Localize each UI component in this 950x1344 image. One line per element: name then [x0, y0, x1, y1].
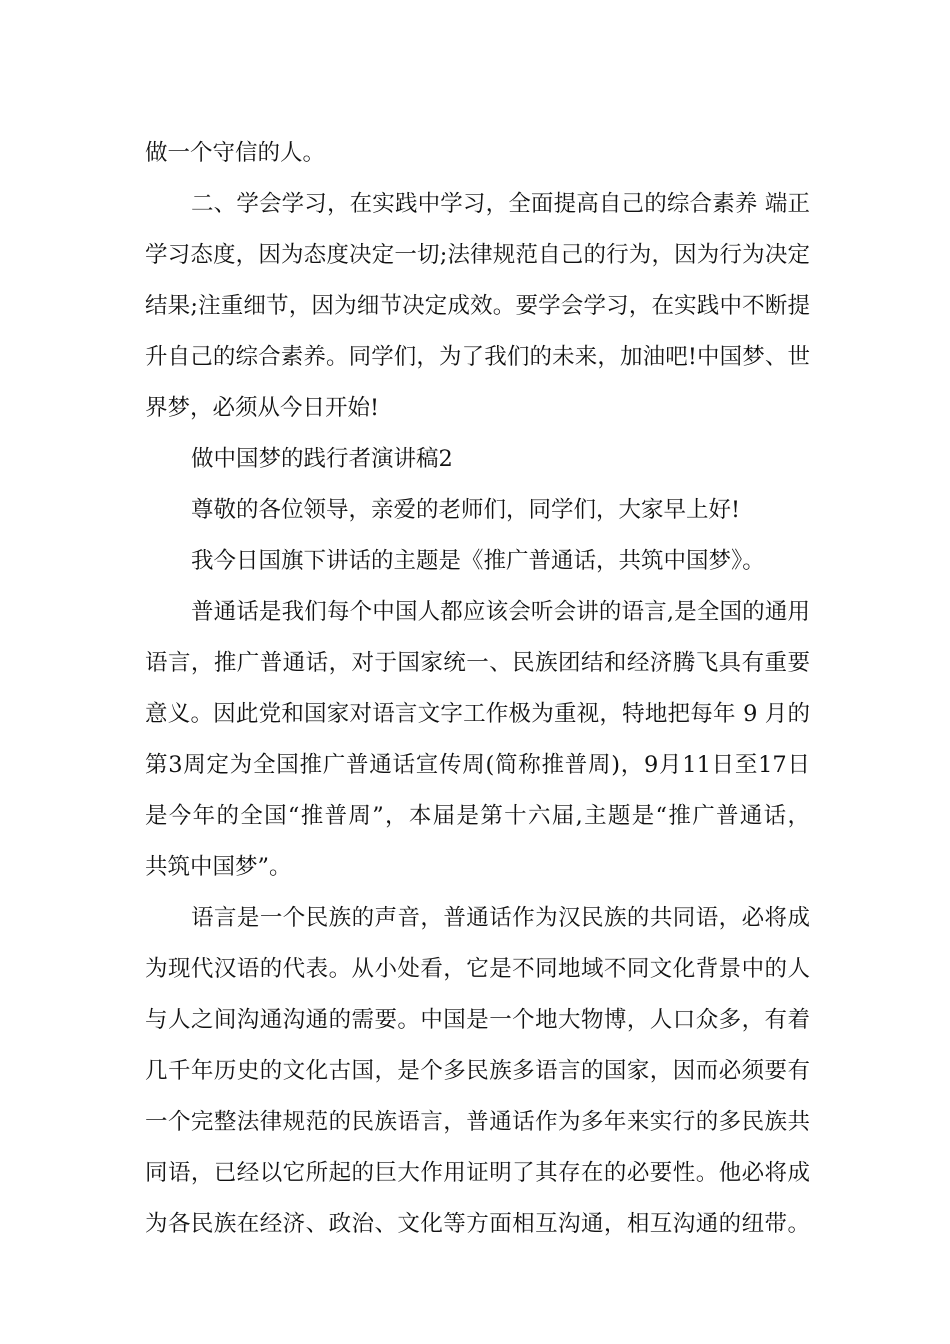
text-line: 为现代汉语的代表。从小处看，它是不同地域不同文化背景中的人 — [145, 956, 810, 982]
text-line: 共筑中国梦”。 — [145, 854, 292, 880]
text-line: 几千年历史的文化古国，是个多民族多语言的国家，因而必须要有 — [145, 1058, 810, 1084]
text-line: 界梦，必须从今日开始! — [145, 395, 380, 421]
text-line: 与人之间沟通沟通的需要。中国是一个地大物博，人口众多，有着 — [145, 1007, 810, 1033]
text-line: 学习态度，因为态度决定一切;法律规范自己的行为，因为行为决定 — [145, 242, 810, 268]
text-line: 一个完整法律规范的民族语言，普通话作为多年来实行的多民族共 — [145, 1109, 810, 1135]
text-line: 语言是一个民族的声音，普通话作为汉民族的共同语，必将成 — [191, 905, 810, 931]
text-line: 意义。因此党和国家对语言文字工作极为重视，特地把每年 9 月的 — [145, 701, 810, 727]
text-line: 二、学会学习，在实践中学习，全面提高自己的综合素养 端正 — [191, 191, 810, 217]
text-line: 第3周定为全国推广普通话宣传周(简称推普周)，9月11日至17日 — [145, 752, 810, 778]
text-line: 同语，已经以它所起的巨大作用证明了其存在的必要性。他必将成 — [145, 1160, 810, 1186]
document-body — [145, 128, 810, 1250]
text-line: 做一个守信的人。 — [145, 140, 326, 166]
text-line: 结果;注重细节，因为细节决定成效。要学会学习，在实践中不断提 — [145, 293, 810, 319]
text-line: 语言，推广普通话，对于国家统一、民族团结和经济腾飞具有重要 — [145, 650, 810, 676]
text-line: 我今日国旗下讲话的主题是《推广普通话，共筑中国梦》。 — [191, 548, 765, 574]
text-line: 为各民族在经济、政治、文化等方面相互沟通，相互沟通的纽带。 — [145, 1211, 810, 1237]
text-line: 尊敬的各位领导，亲爱的老师们，同学们，大家早上好! — [191, 497, 741, 523]
text-line: 普通话是我们每个中国人都应该会听会讲的语言,是全国的通用 — [191, 599, 810, 625]
text-line: 升自己的综合素养。同学们，为了我们的未来，加油吧!中国梦、世 — [145, 344, 810, 370]
section-heading: 做中国梦的践行者演讲稿2 — [191, 446, 453, 472]
text-line: 是今年的全国“推普周”，本届是第十六届,主题是“推广普通话， — [145, 803, 810, 829]
